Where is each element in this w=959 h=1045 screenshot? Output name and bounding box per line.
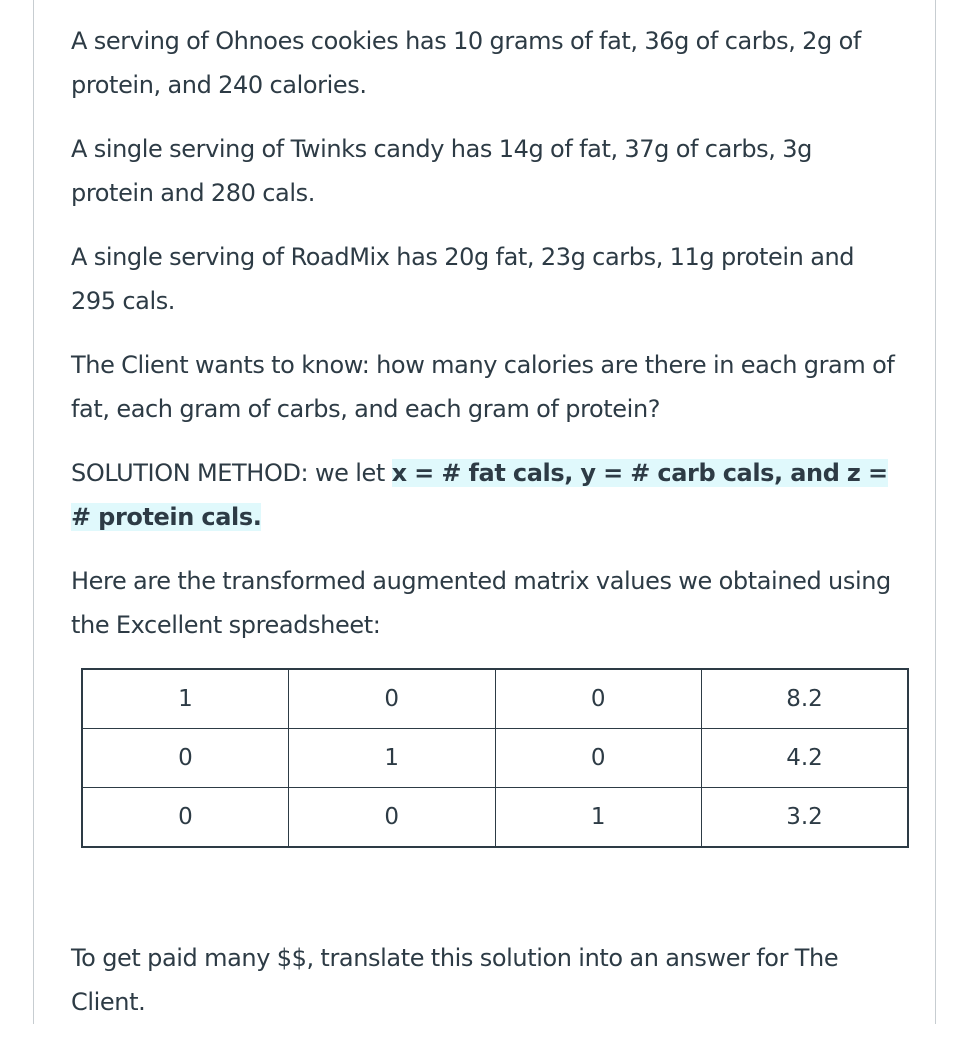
table-row xyxy=(82,729,908,788)
roadmix-paragraph: A single serving of RoadMix has 20g fat, 23g carbs, 11g protein and 295 cals. xyxy=(71,243,855,315)
matrix-cell: 4.2 xyxy=(702,729,909,788)
matrix-cell: 1 xyxy=(495,788,702,848)
matrix-cell: 1 xyxy=(82,669,289,729)
table-row xyxy=(82,788,908,848)
solution-method-paragraph xyxy=(71,452,901,539)
matrix-cell: 3.2 xyxy=(702,788,909,848)
ohnoes-paragraph: A serving of Ohnoes cookies has 10 grams of fat, 36g of carbs, 2g of protein, and 240 calories. xyxy=(71,27,861,99)
table-row xyxy=(82,669,908,729)
matrix-cell: 0 xyxy=(82,729,289,788)
matrix-intro-paragraph: Here are the transformed augmented matrix values we obtained using the Excellent spreadsheet: xyxy=(71,567,891,639)
closing-paragraph: To get paid many $$, translate this solution into an answer for The Client. xyxy=(71,944,839,1016)
augmented-matrix-table xyxy=(81,668,909,848)
matrix-cell: 0 xyxy=(495,669,702,729)
solution-prefix: SOLUTION METHOD: we let xyxy=(71,459,392,487)
twinks-paragraph: A single serving of Twinks candy has 14g of fat, 37g of carbs, 3g protein and 280 cals. xyxy=(71,135,812,207)
matrix-cell: 0 xyxy=(289,669,496,729)
question-body xyxy=(71,20,901,1045)
matrix-cell: 1 xyxy=(289,729,496,788)
matrix-cell: 0 xyxy=(495,729,702,788)
matrix-cell: 8.2 xyxy=(702,669,909,729)
spacer xyxy=(71,848,901,937)
client-question-paragraph: The Client wants to know: how many calories are there in each gram of fat, each gram of carbs, and each gram of protein? xyxy=(71,351,895,423)
matrix-cell: 0 xyxy=(82,788,289,848)
matrix-cell: 0 xyxy=(289,788,496,848)
solution-variables-highlight: x = # fat cals, y = # carb cals, and z = # protein cals. xyxy=(71,459,888,531)
content-panel xyxy=(33,0,936,1024)
